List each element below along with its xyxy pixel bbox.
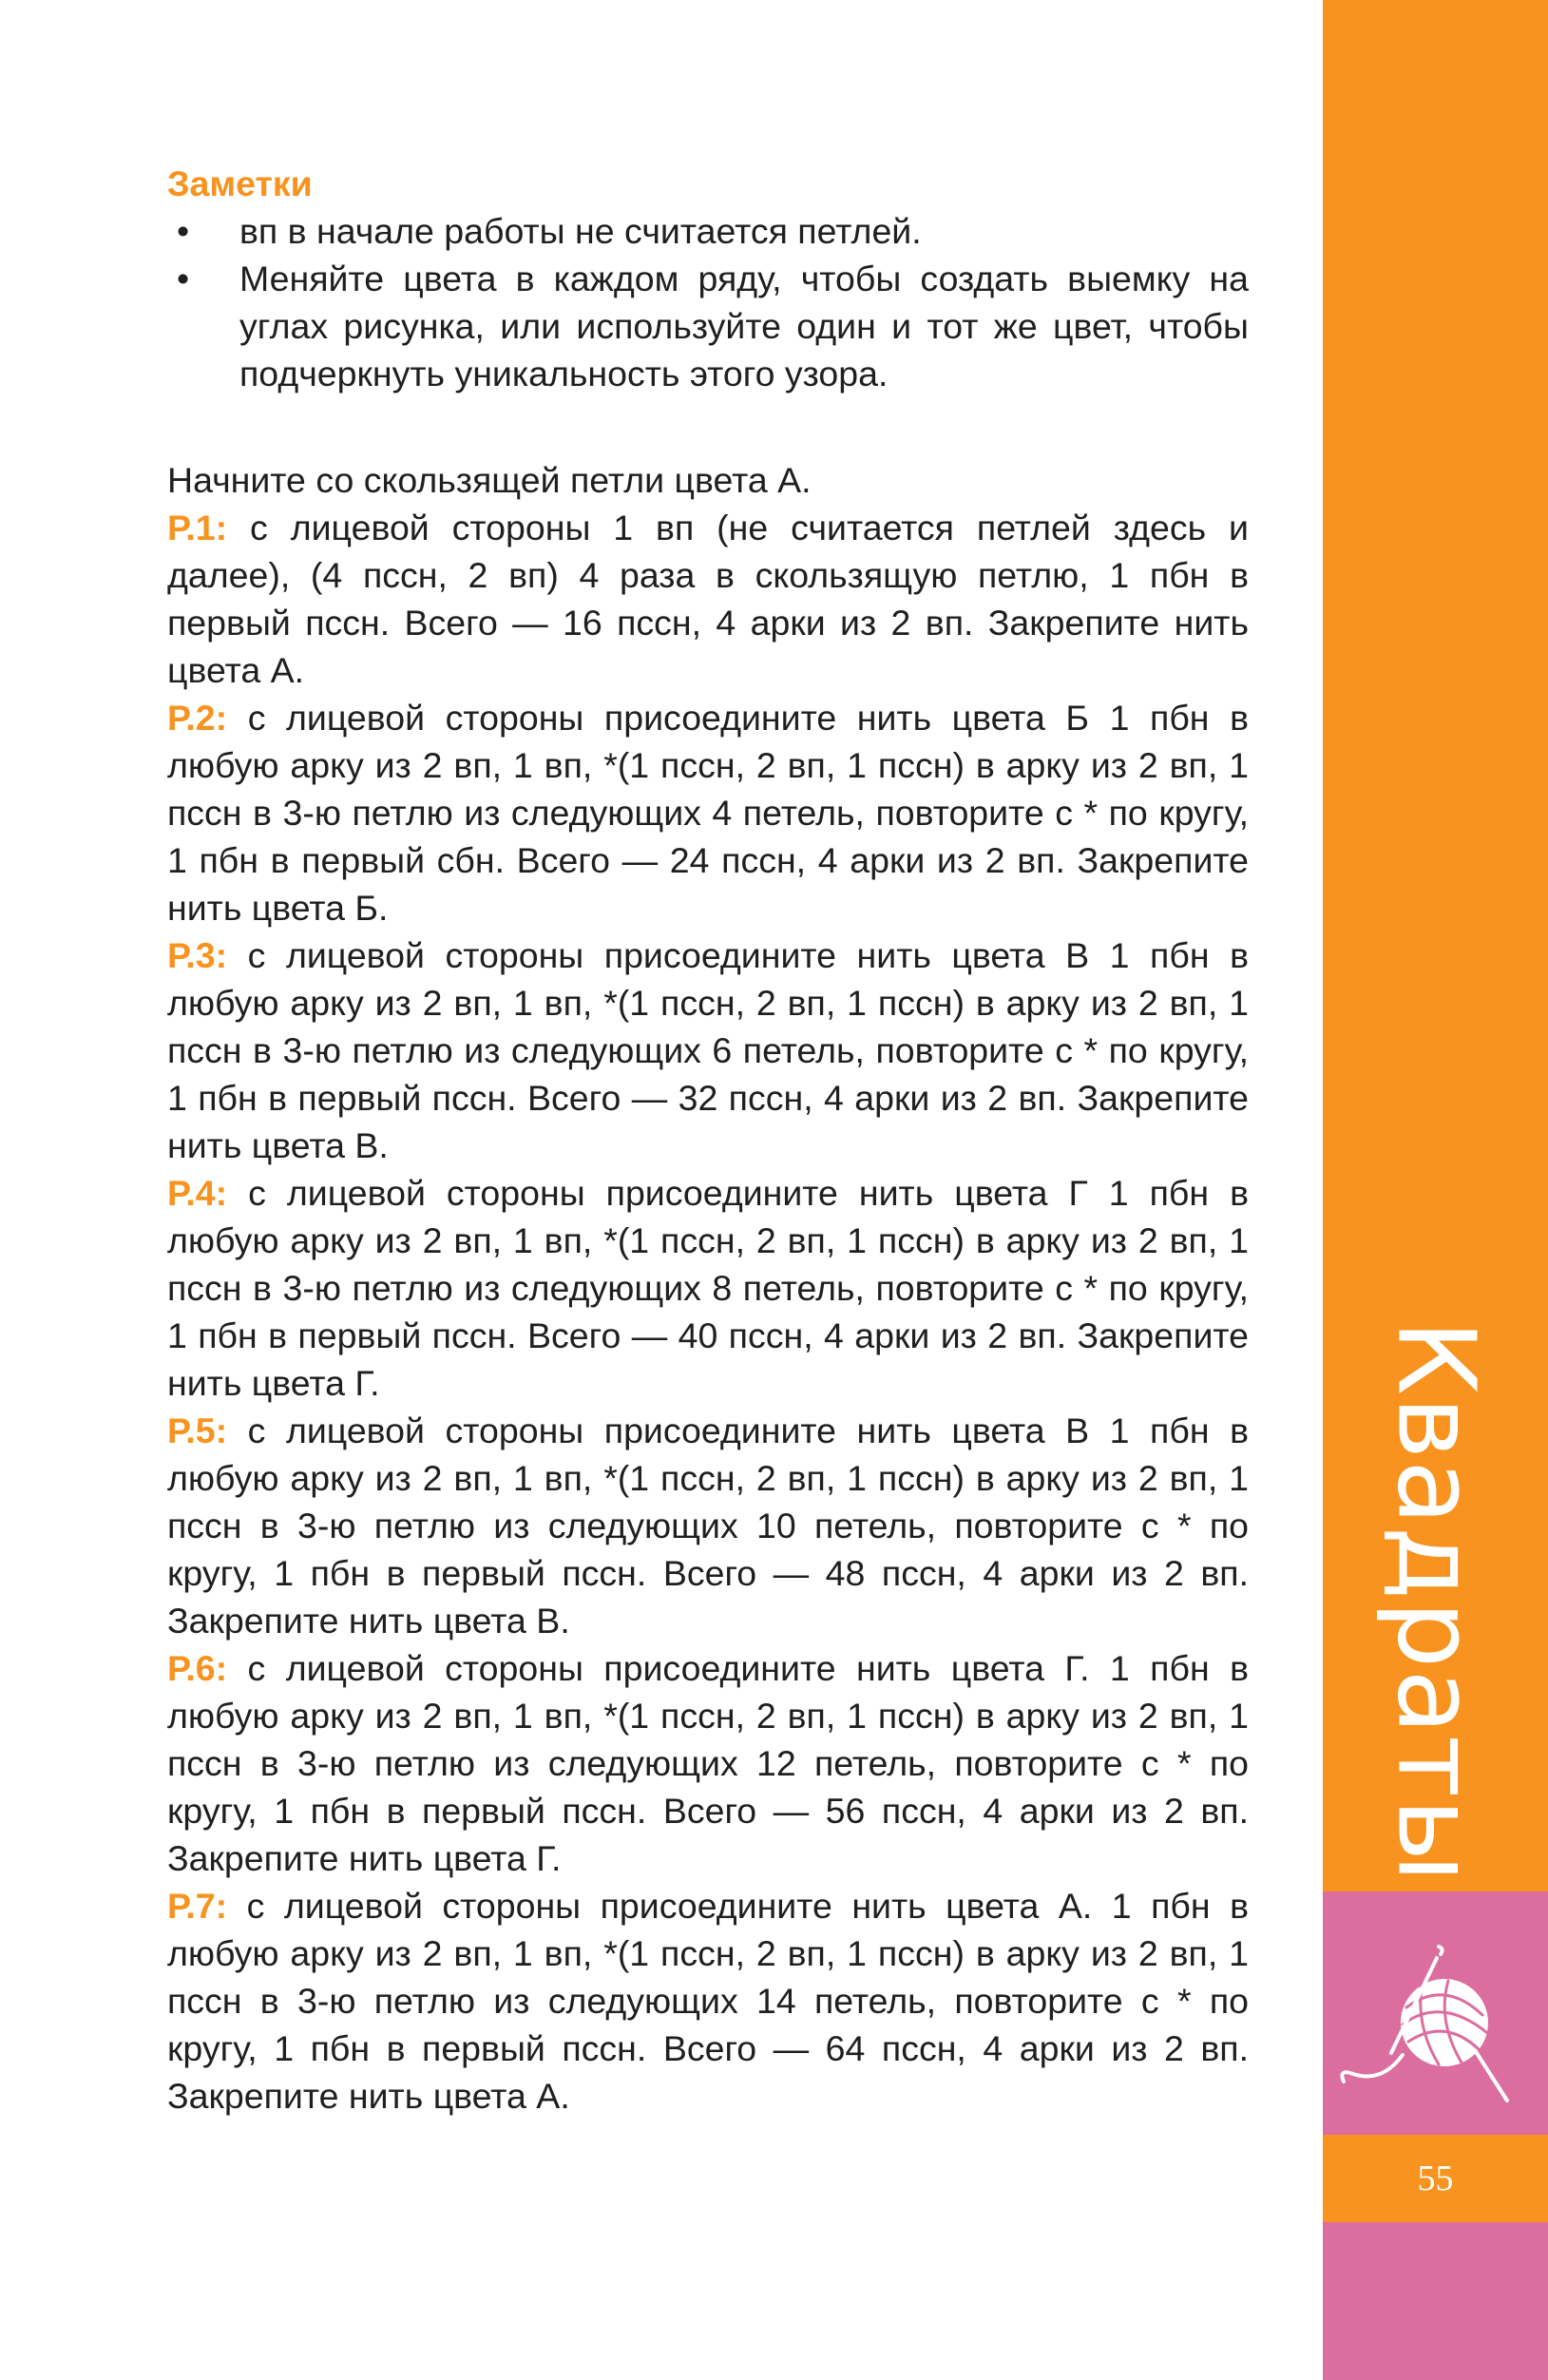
row-text: с лицевой стороны присоедините нить цвета В 1 пбн в любую арку из 2 вп, 1 вп, *(1 пссн, 2 вп, 1 пссн) в арку из 2 вп, 1 пссн в 3-ю петлю из следующих 10 петель, повторите с * по кругу, 1 пбн в первый пссн. Всего — 48 пссн, 4 арки из 2 вп. Закрепите нить цвета В. <box>167 1411 1249 1641</box>
row-label: Р.3: <box>167 935 228 975</box>
sidebar-pink-bottom-band <box>1323 2222 1548 2380</box>
row-label: Р.1: <box>167 508 228 547</box>
row-label: Р.6: <box>167 1648 228 1688</box>
notes-list <box>167 207 1249 397</box>
row-label: Р.5: <box>167 1411 228 1450</box>
row-text: с лицевой стороны присоедините нить цвета В 1 пбн в любую арку из 2 вп, 1 вп, *(1 пссн, 2 вп, 1 пссн) в арку из 2 вп, 1 пссн в 3-ю петлю из следующих 6 петель, повторите с * по кругу, 1 пбн в первый пссн. Всего — 32 пссн, 4 арки из 2 вп. Закрепите нить цвета В. <box>167 935 1249 1165</box>
page-number-band <box>1323 2135 1548 2222</box>
page-number: 55 <box>1417 2159 1454 2198</box>
notes-item: • вп в начале работы не считается петлей. <box>167 207 1249 255</box>
row-text: с лицевой стороны присоедините нить цвета Г. 1 пбн в любую арку из 2 вп, 1 вп, *(1 пссн, 2 вп, 1 пссн) в арку из 2 вп, 1 пссн в 3-ю петлю из следующих 12 петель, повторите с * по кругу, 1 пбн в первый пссн. Всего — 56 пссн, 4 арки из 2 вп. Закрепите нить цвета Г. <box>167 1648 1249 1878</box>
row-paragraph <box>167 931 1249 1169</box>
row-paragraph <box>167 504 1249 694</box>
row-paragraph <box>167 694 1249 931</box>
intro-text: Начните со скользящей петли цвета А. <box>167 460 812 500</box>
row-text: с лицевой стороны 1 вп (не считается петлей здесь и далее), (4 пссн, 2 вп) 4 раза в скользящую петлю, 1 пбн в первый пссн. Всего — 16 пссн, 4 арки из 2 вп. Закрепите нить цвета А. <box>167 508 1249 690</box>
section-title <box>1323 1319 1548 1884</box>
row-label: Р.2: <box>167 698 228 738</box>
row-label: Р.4: <box>167 1173 228 1213</box>
notes-item: • Меняйте цвета в каждом ряду, чтобы создать выемку на углах рисунка, или используйте один и тот же цвет, чтобы подчеркнуть уникальность этого узора. <box>167 255 1249 397</box>
row-text: с лицевой стороны присоедините нить цвета Г 1 пбн в любую арку из 2 вп, 1 вп, *(1 пссн, 2 вп, 1 пссн) в арку из 2 вп, 1 пссн в 3-ю петлю из следующих 8 петель, повторите с * по кругу, 1 пбн в первый пссн. Всего — 40 пссн, 4 арки из 2 вп. Закрепите нить цвета Г. <box>167 1173 1249 1403</box>
yarn-ball-crochet-hook-icon <box>1334 1941 1536 2112</box>
row-text: с лицевой стороны присоедините нить цвета А. 1 пбн в любую арку из 2 вп, 1 вп, *(1 пссн, 2 вп, 1 пссн) в арку из 2 вп, 1 пссн в 3-ю петлю из следующих 14 петель, повторите с * по кругу, 1 пбн в первый пссн. Всего — 64 пссн, 4 арки из 2 вп. Закрепите нить цвета А. <box>167 1886 1249 2116</box>
page-content <box>167 160 1249 2120</box>
row-paragraph <box>167 1882 1249 2120</box>
row-paragraph <box>167 1169 1249 1407</box>
notes-heading: Заметки <box>167 163 313 203</box>
row-label: Р.7: <box>167 1886 228 1926</box>
row-paragraph <box>167 1407 1249 1644</box>
row-paragraph <box>167 1644 1249 1882</box>
section-title-text: Квадраты <box>1373 1319 1498 1884</box>
row-text: с лицевой стороны присоедините нить цвета Б 1 пбн в любую арку из 2 вп, 1 вп, *(1 пссн, 2 вп, 1 пссн) в арку из 2 вп, 1 пссн в 3-ю петлю из следующих 4 петель, повторите с * по кругу, 1 пбн в первый сбн. Всего — 24 пссн, 4 арки из 2 вп. Закрепите нить цвета Б. <box>167 698 1249 928</box>
